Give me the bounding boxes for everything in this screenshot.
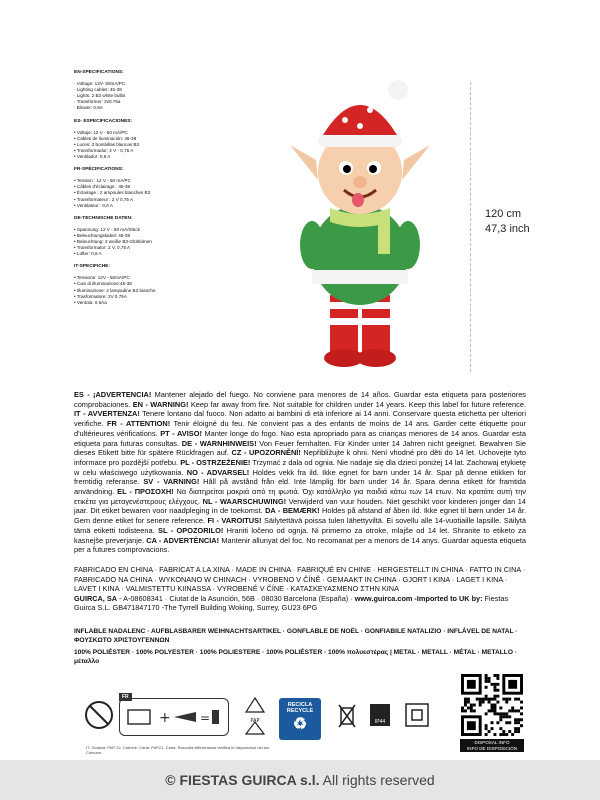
spec-line: • Câbles d'éclairage : 45-38 xyxy=(74,184,131,190)
spec-line: • Transformador: 2 V - 0,75 A xyxy=(74,147,134,153)
spec-line: • Tension : 12 V - 50 mA/PC xyxy=(74,178,131,184)
spec-block xyxy=(74,264,184,306)
spec-line: • Voltaje: 12 V - 50 mA/PC xyxy=(74,129,128,135)
spec-line: · Voltage: 12V- 50mA/PC xyxy=(74,81,126,87)
warning-text: Hraniti ločeno od ognja. Ni primerno za otroke, mlajše od 14 let. Shranite to etiketo za kasnejše preverjanje. xyxy=(74,525,526,545)
warning-lead: PL - OSTRZEŻENIE! xyxy=(180,457,251,467)
warning-text: Mantenir allunyat del foc. No recomanat per a menors de 14 anys. Guardar aquesta etiqueta per a futures comprovacions. xyxy=(74,535,526,555)
age-warning-icon xyxy=(84,700,114,730)
spec-block xyxy=(74,167,184,209)
spec-line: • Cables de iluminación: 45-38 xyxy=(74,135,137,141)
footer-brand: © FIESTAS GUIRCA s.l. xyxy=(165,772,320,788)
company-info xyxy=(74,594,526,613)
spec-line: • Éclairage : 2 ampoules blanches B3 xyxy=(74,190,151,196)
spec-line: • Illuminazione: 2 lampadine B3 bianche xyxy=(74,287,156,293)
disposal-line: DISPOSAL INFO xyxy=(474,740,510,745)
footer-rights: All rights reserved xyxy=(322,772,435,788)
spec-title: IT-SPECIFICHE: xyxy=(74,264,110,270)
spec-line: • Transformateur : 2 V 0,75 A xyxy=(74,196,134,202)
made-in-and-company xyxy=(74,565,526,613)
warning-lead: FI - VAROITUS! xyxy=(207,516,262,526)
product-type: INFLABLE NADALENC · AUFBLASBARER WEIHNACHTSARTIKEL · GONFLABLE DE NOËL · GONFIABILE NATALIZIO · INFLÁVEL DE NATAL · ΦΟΥΣΚΩΤΟ ΧΡΙΣΤΟΥΓΕΝΝΩΝ xyxy=(74,628,518,644)
warning-text: Von Feuer fernhalten. Für Kinder unter 14 Jahren nicht geeignet. Bewahren Sie dieses Etikett bitte für spätere Rückfragen auf. xyxy=(74,438,526,458)
spec-line: · Lights: 2 B3 white bulbs xyxy=(74,93,126,99)
warning-lead: CZ - UPOZORNĚNÍ! xyxy=(231,448,301,458)
warning-lead: NL - WAARSCHUWING! xyxy=(202,496,287,506)
uk-importer: Fiestas Guirca S.L. GB471847170 -The Tyrrell Building Woking, Surrey, GU23 6PG xyxy=(74,593,509,613)
icons-row xyxy=(74,690,534,750)
warning-lead: EN - WARNING! xyxy=(132,399,189,409)
recycle-bin-icon: ♻ xyxy=(292,716,308,733)
warning-text: Trzymać z dala od ognia. Nie nadaje się dla dzieci poniżej 14 lat. Zachowaj etykietę w celu właściwego użytkowania. xyxy=(74,457,526,477)
import-label: -Imported to UK by: xyxy=(412,593,483,603)
warning-lead: SL - OPOZORILO! xyxy=(158,525,224,535)
recicla-badge xyxy=(279,698,321,740)
spec-line: • Beleuchtung: 2 weiße B3-Glühbirnen xyxy=(74,238,152,244)
recycling-note: IT- Scatola: PAP 22, Cartone. Carta: PAP21, Carta. Raccolta differenziata.Verifica le disposizioni del tuo Comune. xyxy=(86,745,270,755)
spec-block xyxy=(74,70,184,112)
warning-text: Säilytettävä poissa tulen lähettyviltä. Ei sovellu alle 14-vuotiaille lapsille. Säilytä tämä etiketti todisteena. xyxy=(74,516,526,535)
spec-block xyxy=(74,119,184,161)
recycle-label: RECYCLE xyxy=(286,708,314,714)
spec-line: · Transformer: 2v0.75a xyxy=(74,99,121,105)
triman-icon xyxy=(126,704,220,730)
company-address: - A-08608341 · Ciutat de la Asunción, 56B · 08030 Barcelona (España) · xyxy=(116,593,355,603)
spec-line: • Tensione: 12V - 50mA/PC xyxy=(74,275,130,281)
spec-line: · Lighting cables: 45-38 xyxy=(74,87,122,93)
warning-text: Manter longe do fogo. Nao esta apropriado para as crianças menores de 14 anos. Guardar esta etiqueta para futuras consultas. xyxy=(74,428,526,448)
warning-lead: SV - VARNING! xyxy=(143,477,200,487)
warning-text: Holdes på afstand af åben ild. Ikke egnet til børn under 14 år. Gem denne etiket for senere reference. xyxy=(74,506,527,526)
spec-line: • Spannung: 12 V - 50 mA/Stück xyxy=(74,226,140,232)
height-dimension-line xyxy=(470,82,472,372)
fabric-composition: 100% POLIÉSTER · 100% POLYESTER · 100% POLIESTERE · 100% POLIÉSTER · 100% πολυεστέρας | METAL · METALL · MÉTAL · METALLO · μέταλλο xyxy=(74,649,517,665)
ip44-label: IP44 xyxy=(374,719,386,725)
weee-crossed-bin-icon xyxy=(336,702,358,730)
spec-title: EN-SPECIFICATIONS: xyxy=(74,70,124,75)
height-inch: 47,3 inch xyxy=(485,223,530,235)
spec-line: • Lüfter: 0,6 A xyxy=(74,251,102,257)
footer xyxy=(0,760,600,800)
warning-lead: DE - WARNHINWEIS! xyxy=(181,438,257,448)
height-cm: 120 cm xyxy=(485,208,522,220)
recicla-label: RECICLA xyxy=(287,702,313,708)
pap-recycle-icon xyxy=(244,696,266,736)
warning-text: Tenere lontano dal fuoco. Non adatto ai bambini di età inferiore ai 14 anni. Conservare questa etichetta per ulteriori verifiche. xyxy=(74,409,526,429)
spec-line: • Ventola: 0,6Aa xyxy=(74,299,107,305)
materials xyxy=(74,628,526,666)
svg-text:=: = xyxy=(200,711,211,725)
warnings xyxy=(74,390,526,555)
warning-text: Mantener alejado del fuego. No conviene para menores de 14 años. Guardar esta etiqueta para posteriores comprobaciones. xyxy=(74,390,526,409)
warning-lead: IT - AVVERTENZA! xyxy=(74,409,140,419)
spec-title: FR-SPÉCIFICATIONS: xyxy=(74,167,124,173)
spec-line: • Ventilateur : 0,6 A xyxy=(74,202,113,208)
fr-tag: FR xyxy=(119,693,132,701)
elf-inflatable-image xyxy=(260,80,460,380)
disposal-info-label xyxy=(460,739,524,752)
spec-title: DE-TECHNISCHE DATEN: xyxy=(74,215,133,221)
warning-text: Holdes vekk fra ild. Ikke egnet for barn under 14 år. Spar på denne etikken for fremtidig referanse. xyxy=(74,467,527,487)
spec-line: • Trasformatore: 2V 0.75A xyxy=(74,293,127,299)
spec-line: • Cavi di illuminazione:45-38 xyxy=(74,281,132,287)
spec-line: • Ventilador: 0,6 A xyxy=(74,154,111,160)
spec-block xyxy=(74,216,184,258)
qr-code-icon xyxy=(461,674,523,736)
warning-lead: EL - ΠΡΟΣΟΧΗ! xyxy=(117,487,174,497)
warning-lead: CA - ADVERTÈNCIA! xyxy=(146,535,220,545)
company-name: GUIRCA, SA xyxy=(74,593,117,603)
disposal-line: INFO DE DISPOSICIÓN xyxy=(466,745,518,751)
ip44-icon xyxy=(370,704,390,726)
warning-lead: DA - BEMÆRK! xyxy=(265,506,320,516)
spec-line: • Beleuchtungskabel: 45-38 xyxy=(74,232,131,238)
warning-lead: FR - ATTENTION! xyxy=(107,419,171,429)
warning-text: Verwijderd van vuur houden. Niet geschikt voor kinderen jonger dan 14 jaar. Dit etiket bewaren voor naadpleging in de toekomst. xyxy=(74,496,526,516)
warning-lead: NO - ADVARSEL! xyxy=(186,467,250,477)
spec-line: • Luces: 2 bombillas blancas B3 xyxy=(74,141,139,147)
spec-title: ES- ESPECIFICACIONES: xyxy=(74,118,133,124)
spec-line: • Transformator: 2 V, 0,75 A xyxy=(74,245,131,251)
double-insulation-icon xyxy=(404,702,430,728)
warning-lead: PT - AVISO! xyxy=(160,428,202,438)
warning-text: Håll på avstånd från eld. Inte lämplig för barn under 14 år. Spara denna etikett för framtida användning. xyxy=(74,477,526,497)
warning-text: Να διατηρείται μακριά από τη φωτιά. Όχι κατάλληλο για παιδιά κάτω των 14 ετων. Να κρατάτε αυτή την ετικέτα για μεταγενέστερους ελέγχους. xyxy=(74,487,526,506)
company-website: www.guirca.com xyxy=(354,593,413,603)
dimensions xyxy=(485,207,530,237)
warning-text: Nepřibližujte k ohni. Není vhodné pro děti do 14 let. Uchovejte tyto informace pro pozdější potřebu. xyxy=(74,448,527,467)
made-in-text: FABRICADO EN CHINA · FABRICAT A LA XINA · MADE IN CHINA · FABRIQUÉ EN CHINE · HERGESTELLT IN CHINA · FATTO IN CINA · FABRICADO NA CHINA · WYKONANO W CHINACH · VYROBENO V ČÍNĚ · GEMAAKT IN CHINA · GJORT I KINA · LAGET I KINA · LAVET I KINA · VALMISTETTU KIINASSA · VYROBENÉ V ČÍNE · ΚΑΤΑΣΚΕΥΑΣΜΕΝΟ ΣΤΗΝ ΚΙΝΑ xyxy=(74,565,526,594)
warning-text: Tenir éloigné du feu. Ne convient pas a des enfants de moins de 14 ans. Garder cette étiquette pour d'ultérieures vérifications. xyxy=(74,419,526,438)
specifications xyxy=(74,70,184,313)
svg-text:+: + xyxy=(159,710,171,726)
disposal-info-text xyxy=(460,740,524,751)
spec-line: · Blower: 0.6A xyxy=(74,105,103,111)
pap-label: PAP xyxy=(250,718,260,724)
warning-lead: ES - ¡ADVERTENCIA! xyxy=(74,390,152,399)
warning-text: Keep far away from fire. Not suitable for children under 14 years. Keep this label for future reference. xyxy=(188,399,526,409)
